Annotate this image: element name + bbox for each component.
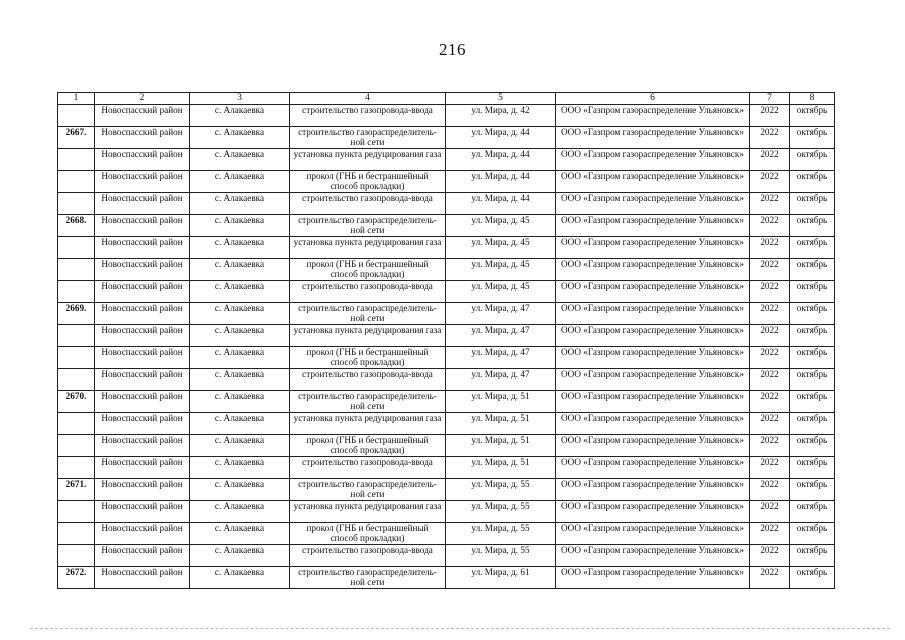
cell-month: октябрь: [790, 105, 835, 127]
cell-address: ул. Мира, д. 45: [446, 237, 556, 259]
table-row: [58, 457, 835, 479]
cell-row-number: 2669.: [58, 303, 95, 325]
cell-work-type: строительство газопровода-ввода: [290, 457, 446, 479]
cell-row-number: [58, 369, 95, 391]
cell-settlement: с. Алакаевка: [190, 347, 290, 369]
cell-year: 2022: [750, 149, 790, 171]
cell-month: октябрь: [790, 215, 835, 237]
table-row: [58, 105, 835, 127]
table-row: [58, 237, 835, 259]
cell-district: Новоспасский район: [95, 413, 190, 435]
cell-year: 2022: [750, 281, 790, 303]
cell-row-number: [58, 413, 95, 435]
cell-address: ул. Мира, д. 44: [446, 149, 556, 171]
cell-address: ул. Мира, д. 51: [446, 457, 556, 479]
cell-month: октябрь: [790, 479, 835, 501]
cell-address: ул. Мира, д. 55: [446, 501, 556, 523]
registry-table: [57, 92, 835, 589]
header-row: [58, 93, 835, 105]
cell-organization: ООО «Газпром газораспределение Ульяновск»: [556, 105, 750, 127]
cell-organization: ООО «Газпром газораспределение Ульяновск»: [556, 457, 750, 479]
cell-settlement: с. Алакаевка: [190, 259, 290, 281]
table-row: [58, 413, 835, 435]
table-body: [58, 105, 835, 589]
cell-settlement: с. Алакаевка: [190, 413, 290, 435]
table-row: [58, 567, 835, 589]
table-row: [58, 369, 835, 391]
cell-month: октябрь: [790, 149, 835, 171]
cell-address: ул. Мира, д. 45: [446, 259, 556, 281]
cell-work-type: прокол (ГНБ и бестраншейный способ прокладки): [290, 171, 446, 193]
table-row: [58, 171, 835, 193]
header-cell-1: 1: [58, 93, 95, 105]
cell-month: октябрь: [790, 391, 835, 413]
cell-district: Новоспасский район: [95, 259, 190, 281]
cell-district: Новоспасский район: [95, 215, 190, 237]
cell-work-type: строительство газопровода-ввода: [290, 105, 446, 127]
cell-district: Новоспасский район: [95, 391, 190, 413]
cell-district: Новоспасский район: [95, 171, 190, 193]
cell-district: Новоспасский район: [95, 149, 190, 171]
cell-year: 2022: [750, 479, 790, 501]
cell-row-number: 2667.: [58, 127, 95, 149]
header-cell-6: 6: [556, 93, 750, 105]
cell-district: Новоспасский район: [95, 237, 190, 259]
cell-district: Новоспасский район: [95, 303, 190, 325]
cell-address: ул. Мира, д. 44: [446, 171, 556, 193]
cell-row-number: [58, 435, 95, 457]
table-row: [58, 215, 835, 237]
cell-organization: ООО «Газпром газораспределение Ульяновск»: [556, 479, 750, 501]
cell-year: 2022: [750, 325, 790, 347]
cell-address: ул. Мира, д. 61: [446, 567, 556, 589]
cell-address: ул. Мира, д. 55: [446, 523, 556, 545]
cell-work-type: установка пункта редуцирования газа: [290, 237, 446, 259]
cell-work-type: установка пункта редуцирования газа: [290, 501, 446, 523]
header-cell-7: 7: [750, 93, 790, 105]
cell-year: 2022: [750, 501, 790, 523]
cell-month: октябрь: [790, 193, 835, 215]
cell-row-number: [58, 325, 95, 347]
cell-year: 2022: [750, 215, 790, 237]
cell-address: ул. Мира, д. 51: [446, 435, 556, 457]
cell-month: октябрь: [790, 127, 835, 149]
cell-year: 2022: [750, 545, 790, 567]
cell-month: октябрь: [790, 545, 835, 567]
cell-settlement: с. Алакаевка: [190, 435, 290, 457]
cell-address: ул. Мира, д. 51: [446, 413, 556, 435]
cell-organization: ООО «Газпром газораспределение Ульяновск»: [556, 435, 750, 457]
cell-address: ул. Мира, д. 51: [446, 391, 556, 413]
cell-organization: ООО «Газпром газораспределение Ульяновск»: [556, 523, 750, 545]
cell-row-number: [58, 523, 95, 545]
cell-organization: ООО «Газпром газораспределение Ульяновск»: [556, 545, 750, 567]
cell-settlement: с. Алакаевка: [190, 457, 290, 479]
cell-row-number: 2670.: [58, 391, 95, 413]
cell-organization: ООО «Газпром газораспределение Ульяновск»: [556, 259, 750, 281]
cell-month: октябрь: [790, 259, 835, 281]
cell-row-number: 2672.: [58, 567, 95, 589]
cell-work-type: прокол (ГНБ и бестраншейный способ прокладки): [290, 435, 446, 457]
cell-settlement: с. Алакаевка: [190, 105, 290, 127]
cell-settlement: с. Алакаевка: [190, 369, 290, 391]
cell-settlement: с. Алакаевка: [190, 215, 290, 237]
header-cell-3: 3: [190, 93, 290, 105]
table-row: [58, 281, 835, 303]
cell-settlement: с. Алакаевка: [190, 281, 290, 303]
cell-district: Новоспасский район: [95, 435, 190, 457]
cell-organization: ООО «Газпром газораспределение Ульяновск»: [556, 237, 750, 259]
cell-organization: ООО «Газпром газораспределение Ульяновск»: [556, 325, 750, 347]
cell-work-type: строительство газопровода-ввода: [290, 193, 446, 215]
cell-row-number: [58, 501, 95, 523]
cell-settlement: с. Алакаевка: [190, 391, 290, 413]
cell-address: ул. Мира, д. 47: [446, 347, 556, 369]
cell-row-number: [58, 281, 95, 303]
cell-settlement: с. Алакаевка: [190, 479, 290, 501]
cell-district: Новоспасский район: [95, 127, 190, 149]
header-cell-4: 4: [290, 93, 446, 105]
cell-row-number: [58, 193, 95, 215]
table-row: [58, 391, 835, 413]
cell-settlement: с. Алакаевка: [190, 303, 290, 325]
table-row: [58, 303, 835, 325]
cell-month: октябрь: [790, 369, 835, 391]
table-row: [58, 325, 835, 347]
cell-work-type: прокол (ГНБ и бестраншейный способ прокладки): [290, 347, 446, 369]
table-row: [58, 193, 835, 215]
table-row: [58, 479, 835, 501]
cell-organization: ООО «Газпром газораспределение Ульяновск»: [556, 171, 750, 193]
cell-row-number: 2671.: [58, 479, 95, 501]
cell-row-number: [58, 347, 95, 369]
cell-year: 2022: [750, 193, 790, 215]
cell-row-number: [58, 171, 95, 193]
cell-organization: ООО «Газпром газораспределение Ульяновск»: [556, 391, 750, 413]
cell-district: Новоспасский район: [95, 325, 190, 347]
cell-district: Новоспасский район: [95, 369, 190, 391]
cell-settlement: с. Алакаевка: [190, 237, 290, 259]
cell-settlement: с. Алакаевка: [190, 325, 290, 347]
cell-organization: ООО «Газпром газораспределение Ульяновск»: [556, 127, 750, 149]
header-cell-8: 8: [790, 93, 835, 105]
cell-year: 2022: [750, 105, 790, 127]
table-row: [58, 347, 835, 369]
cell-month: октябрь: [790, 567, 835, 589]
cell-row-number: [58, 237, 95, 259]
cell-district: Новоспасский район: [95, 347, 190, 369]
cell-settlement: с. Алакаевка: [190, 127, 290, 149]
cell-row-number: [58, 105, 95, 127]
cell-work-type: строительство газопровода-ввода: [290, 281, 446, 303]
cell-year: 2022: [750, 523, 790, 545]
cell-year: 2022: [750, 303, 790, 325]
cell-year: 2022: [750, 457, 790, 479]
cell-year: 2022: [750, 435, 790, 457]
cell-address: ул. Мира, д. 45: [446, 215, 556, 237]
cell-district: Новоспасский район: [95, 457, 190, 479]
cell-address: ул. Мира, д. 44: [446, 193, 556, 215]
cell-settlement: с. Алакаевка: [190, 193, 290, 215]
cell-row-number: 2668.: [58, 215, 95, 237]
cell-address: ул. Мира, д. 47: [446, 303, 556, 325]
cell-row-number: [58, 545, 95, 567]
cell-month: октябрь: [790, 171, 835, 193]
cell-district: Новоспасский район: [95, 479, 190, 501]
cell-organization: ООО «Газпром газораспределение Ульяновск»: [556, 281, 750, 303]
cell-district: Новоспасский район: [95, 105, 190, 127]
cell-row-number: [58, 149, 95, 171]
cell-row-number: [58, 259, 95, 281]
cell-address: ул. Мира, д. 55: [446, 479, 556, 501]
cell-month: октябрь: [790, 237, 835, 259]
table-row: [58, 523, 835, 545]
cell-settlement: с. Алакаевка: [190, 545, 290, 567]
cell-work-type: строительство газораспределитель-ной сети: [290, 303, 446, 325]
page-bottom-edge: [30, 628, 890, 629]
header-cell-5: 5: [446, 93, 556, 105]
table-row: [58, 127, 835, 149]
cell-work-type: прокол (ГНБ и бестраншейный способ прокладки): [290, 259, 446, 281]
cell-organization: ООО «Газпром газораспределение Ульяновск»: [556, 567, 750, 589]
cell-work-type: строительство газопровода-ввода: [290, 369, 446, 391]
cell-organization: ООО «Газпром газораспределение Ульяновск»: [556, 369, 750, 391]
cell-year: 2022: [750, 237, 790, 259]
cell-work-type: строительство газораспределитель-ной сети: [290, 127, 446, 149]
table-row: [58, 435, 835, 457]
cell-organization: ООО «Газпром газораспределение Ульяновск»: [556, 413, 750, 435]
table-row: [58, 149, 835, 171]
cell-work-type: прокол (ГНБ и бестраншейный способ прокладки): [290, 523, 446, 545]
cell-row-number: [58, 457, 95, 479]
header-cell-2: 2: [95, 93, 190, 105]
cell-address: ул. Мира, д. 45: [446, 281, 556, 303]
cell-address: ул. Мира, д. 47: [446, 325, 556, 347]
cell-year: 2022: [750, 127, 790, 149]
cell-district: Новоспасский район: [95, 193, 190, 215]
cell-month: октябрь: [790, 501, 835, 523]
cell-district: Новоспасский район: [95, 523, 190, 545]
cell-settlement: с. Алакаевка: [190, 149, 290, 171]
cell-work-type: установка пункта редуцирования газа: [290, 413, 446, 435]
cell-work-type: установка пункта редуцирования газа: [290, 325, 446, 347]
cell-district: Новоспасский район: [95, 501, 190, 523]
cell-month: октябрь: [790, 523, 835, 545]
cell-settlement: с. Алакаевка: [190, 567, 290, 589]
cell-work-type: строительство газораспределитель-ной сети: [290, 567, 446, 589]
cell-settlement: с. Алакаевка: [190, 523, 290, 545]
cell-address: ул. Мира, д. 44: [446, 127, 556, 149]
cell-month: октябрь: [790, 457, 835, 479]
cell-year: 2022: [750, 259, 790, 281]
cell-month: октябрь: [790, 347, 835, 369]
cell-year: 2022: [750, 171, 790, 193]
cell-year: 2022: [750, 413, 790, 435]
cell-organization: ООО «Газпром газораспределение Ульяновск»: [556, 215, 750, 237]
cell-address: ул. Мира, д. 42: [446, 105, 556, 127]
cell-organization: ООО «Газпром газораспределение Ульяновск»: [556, 303, 750, 325]
cell-organization: ООО «Газпром газораспределение Ульяновск»: [556, 501, 750, 523]
cell-year: 2022: [750, 391, 790, 413]
cell-month: октябрь: [790, 303, 835, 325]
cell-year: 2022: [750, 347, 790, 369]
table-row: [58, 501, 835, 523]
cell-year: 2022: [750, 369, 790, 391]
page-number: 216: [439, 40, 466, 59]
cell-address: ул. Мира, д. 47: [446, 369, 556, 391]
cell-district: Новоспасский район: [95, 567, 190, 589]
cell-year: 2022: [750, 567, 790, 589]
table-row: [58, 545, 835, 567]
cell-work-type: строительство газопровода-ввода: [290, 545, 446, 567]
cell-address: ул. Мира, д. 55: [446, 545, 556, 567]
cell-settlement: с. Алакаевка: [190, 501, 290, 523]
cell-work-type: установка пункта редуцирования газа: [290, 149, 446, 171]
cell-work-type: строительство газораспределитель-ной сети: [290, 391, 446, 413]
cell-work-type: строительство газораспределитель-ной сети: [290, 215, 446, 237]
cell-settlement: с. Алакаевка: [190, 171, 290, 193]
cell-organization: ООО «Газпром газораспределение Ульяновск»: [556, 193, 750, 215]
cell-work-type: строительство газораспределитель-ной сети: [290, 479, 446, 501]
cell-month: октябрь: [790, 325, 835, 347]
cell-district: Новоспасский район: [95, 545, 190, 567]
cell-district: Новоспасский район: [95, 281, 190, 303]
table-row: [58, 259, 835, 281]
cell-month: октябрь: [790, 281, 835, 303]
cell-month: октябрь: [790, 413, 835, 435]
cell-organization: ООО «Газпром газораспределение Ульяновск»: [556, 149, 750, 171]
cell-month: октябрь: [790, 435, 835, 457]
cell-organization: ООО «Газпром газораспределение Ульяновск»: [556, 347, 750, 369]
